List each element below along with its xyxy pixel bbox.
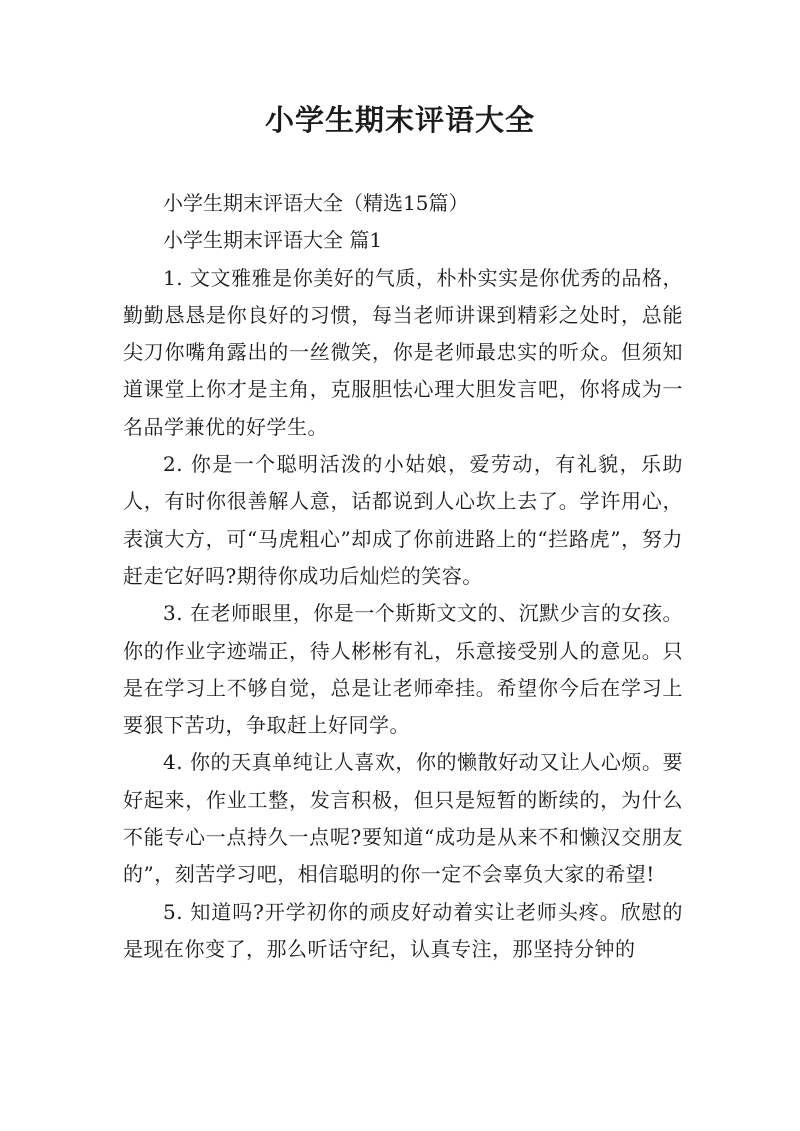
comment-paragraph-3: 3. 在老师眼里，你是一个斯斯文文的、沉默少言的女孩。你的作业字迹端正，待人彬彬有礼，乐意接受别人的意见。只是在学习上不够自觉，总是让老师牵挂。希望你今后在学习上要狠下苦功，争取赶上好同学。 [123,601,683,738]
section-heading: 小学生期末评语大全 篇1 [163,228,383,253]
comment-paragraph-4: 4. 你的天真单纯让人喜欢，你的懒散好动又让人心烦。要好起来，作业工整，发言积极，但只是短暂的断续的，为什么不能专心一点持久一点呢?要知道“成功是从来不和懒汉交朋友的”，刻苦学习吧，相信聪明的你一定不会辜负大家的希望! [123,750,683,887]
document-subtitle: 小学生期末评语大全（精选15篇） [163,191,469,215]
document-body [123,185,683,968]
comment-paragraph-2: 2. 你是一个聪明活泼的小姑娘，爱劳动，有礼貌，乐助人，有时你很善解人意，话都说到人心坎上去了。学许用心，表演大方，可“马虎粗心”却成了你前进路上的“拦路虎”，努力赶走它好吗?期待你成功后灿烂的笑容。 [123,452,683,588]
comment-paragraph-5: 5. 知道吗?开学初你的顽皮好动着实让老师头疼。欣慰的是现在你变了，那么听话守纪，认真专注，那坚持分钟的 [123,899,683,961]
comment-paragraph-1: 1. 文文雅雅是你美好的气质，朴朴实实是你优秀的品格，勤勤恳恳是你良好的习惯，每当老师讲课到精彩之处时，总能尖刀你嘴角露出的一丝微笑，你是老师最忠实的听众。但须知道课堂上你才是主角，克服胆怯心理大胆发言吧，你将成为一名品学兼优的好学生。 [123,265,683,439]
document-title: 小学生期末评语大全 [264,103,535,137]
